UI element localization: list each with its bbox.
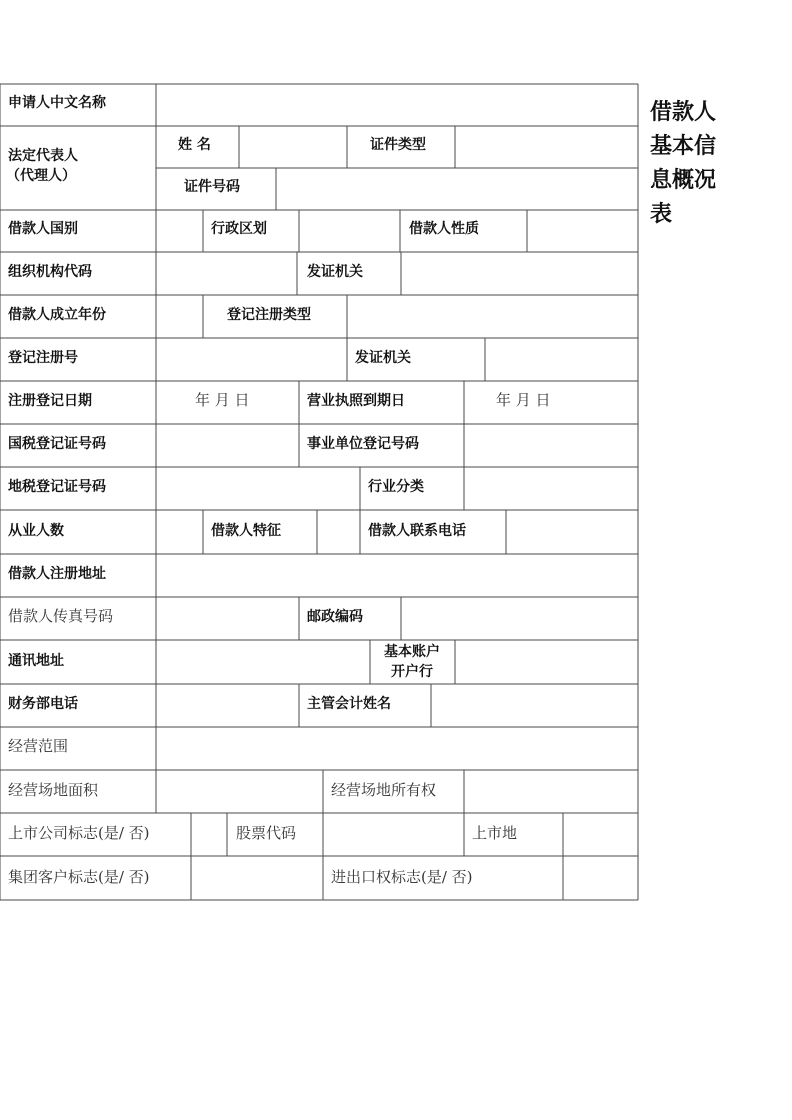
field-premises-area[interactable] (160, 774, 319, 809)
label-finance-phone: 财务部电话 (8, 696, 78, 712)
label-national-tax: 国税登记证号码 (8, 436, 106, 452)
field-business-scope[interactable] (160, 731, 634, 766)
field-id-type[interactable] (459, 130, 634, 164)
label-name: 姓 名 (178, 137, 211, 153)
field-borrower-nature[interactable] (531, 214, 634, 248)
field-stock-code[interactable] (327, 817, 460, 852)
label-founding-year: 借款人成立年份 (8, 307, 106, 323)
side-title-line-3: 息概况 (650, 168, 717, 193)
field-basic-account-bank[interactable] (459, 644, 634, 680)
field-postcode[interactable] (405, 601, 634, 636)
reg-date-ymd[interactable]: 年 月 日 (195, 391, 250, 409)
label-borrower-feature: 借款人特征 (211, 523, 281, 539)
field-employees[interactable] (160, 514, 199, 550)
license-expiry-ymd[interactable]: 年 月 日 (496, 391, 551, 409)
field-group-flag[interactable] (195, 860, 319, 896)
field-premises-ownership[interactable] (468, 774, 634, 809)
label-legal-rep: 法定代表人 (8, 148, 78, 164)
label-premises-ownership: 经营场地所有权 (331, 781, 437, 799)
label-id-number: 证件号码 (184, 179, 240, 195)
side-title-line-2: 基本信 (650, 134, 717, 159)
label-industry: 行业分类 (368, 479, 424, 495)
label-reg-number: 登记注册号 (8, 350, 78, 366)
label-borrower-nature: 借款人性质 (409, 221, 479, 237)
label-premises-area: 经营场地面积 (8, 781, 99, 799)
field-chief-accountant[interactable] (435, 688, 634, 723)
field-admin-region[interactable] (303, 214, 396, 248)
field-industry[interactable] (468, 471, 634, 506)
field-listed-flag[interactable] (195, 817, 223, 852)
field-reg-address[interactable] (160, 558, 634, 593)
field-nationality[interactable] (160, 214, 199, 248)
label-mail-address: 通讯地址 (8, 653, 64, 669)
field-national-tax[interactable] (160, 428, 295, 463)
label-public-institution: 事业单位登记号码 (307, 436, 419, 452)
field-name[interactable] (243, 130, 343, 164)
label-basic-account: 基本账户 (384, 644, 440, 660)
label-issuer-2: 发证机关 (355, 350, 411, 366)
label-group-flag: 集团客户标志(是/ 否) (8, 868, 150, 886)
label-stock-code: 股票代码 (236, 824, 297, 842)
label-employees: 从业人数 (8, 523, 64, 539)
label-org-code: 组织机构代码 (8, 264, 92, 280)
label-issuer-1: 发证机关 (307, 264, 363, 280)
field-applicant-cn-name[interactable] (160, 88, 634, 122)
field-issuer-2[interactable] (489, 342, 634, 377)
field-founding-year[interactable] (160, 299, 199, 334)
label-legal-rep-agent: （代理人） (6, 168, 76, 184)
label-chief-accountant: 主管会计姓名 (307, 696, 391, 712)
field-finance-phone[interactable] (160, 688, 295, 723)
field-id-number[interactable] (280, 172, 634, 206)
field-borrower-phone[interactable] (510, 514, 634, 550)
label-nationality: 借款人国别 (8, 221, 78, 237)
label-id-type: 证件类型 (370, 137, 426, 153)
side-title-line-1: 借款人 (650, 100, 717, 125)
field-import-export-flag[interactable] (567, 860, 634, 896)
label-business-scope: 经营范围 (8, 737, 69, 755)
label-import-export-flag: 进出口权标志(是/ 否) (331, 868, 473, 886)
field-reg-type[interactable] (351, 299, 634, 334)
side-title-line-4: 表 (650, 202, 673, 227)
field-borrower-feature[interactable] (321, 514, 356, 550)
label-applicant-cn-name: 申请人中文名称 (8, 95, 106, 111)
label-reg-date: 注册登记日期 (8, 393, 92, 409)
label-reg-address: 借款人注册地址 (8, 566, 106, 582)
field-mail-address[interactable] (160, 644, 366, 680)
field-listing-place[interactable] (567, 817, 634, 852)
label-admin-region: 行政区划 (211, 221, 267, 237)
field-issuer-1[interactable] (405, 256, 634, 291)
label-basic-account-bank: 开户行 (391, 664, 433, 680)
label-reg-type: 登记注册类型 (227, 307, 311, 323)
field-org-code[interactable] (160, 256, 293, 291)
label-postcode: 邮政编码 (307, 609, 363, 625)
label-fax: 借款人传真号码 (8, 607, 114, 625)
field-reg-number[interactable] (160, 342, 343, 377)
label-local-tax: 地税登记证号码 (8, 479, 106, 495)
label-borrower-phone: 借款人联系电话 (368, 523, 466, 539)
label-listing-place: 上市地 (472, 824, 518, 842)
field-local-tax[interactable] (160, 471, 356, 506)
side-title (650, 96, 730, 232)
label-listed-flag: 上市公司标志(是/ 否) (8, 824, 150, 842)
label-license-expiry: 营业执照到期日 (307, 393, 405, 409)
field-fax[interactable] (160, 601, 295, 636)
field-public-institution[interactable] (468, 428, 634, 463)
